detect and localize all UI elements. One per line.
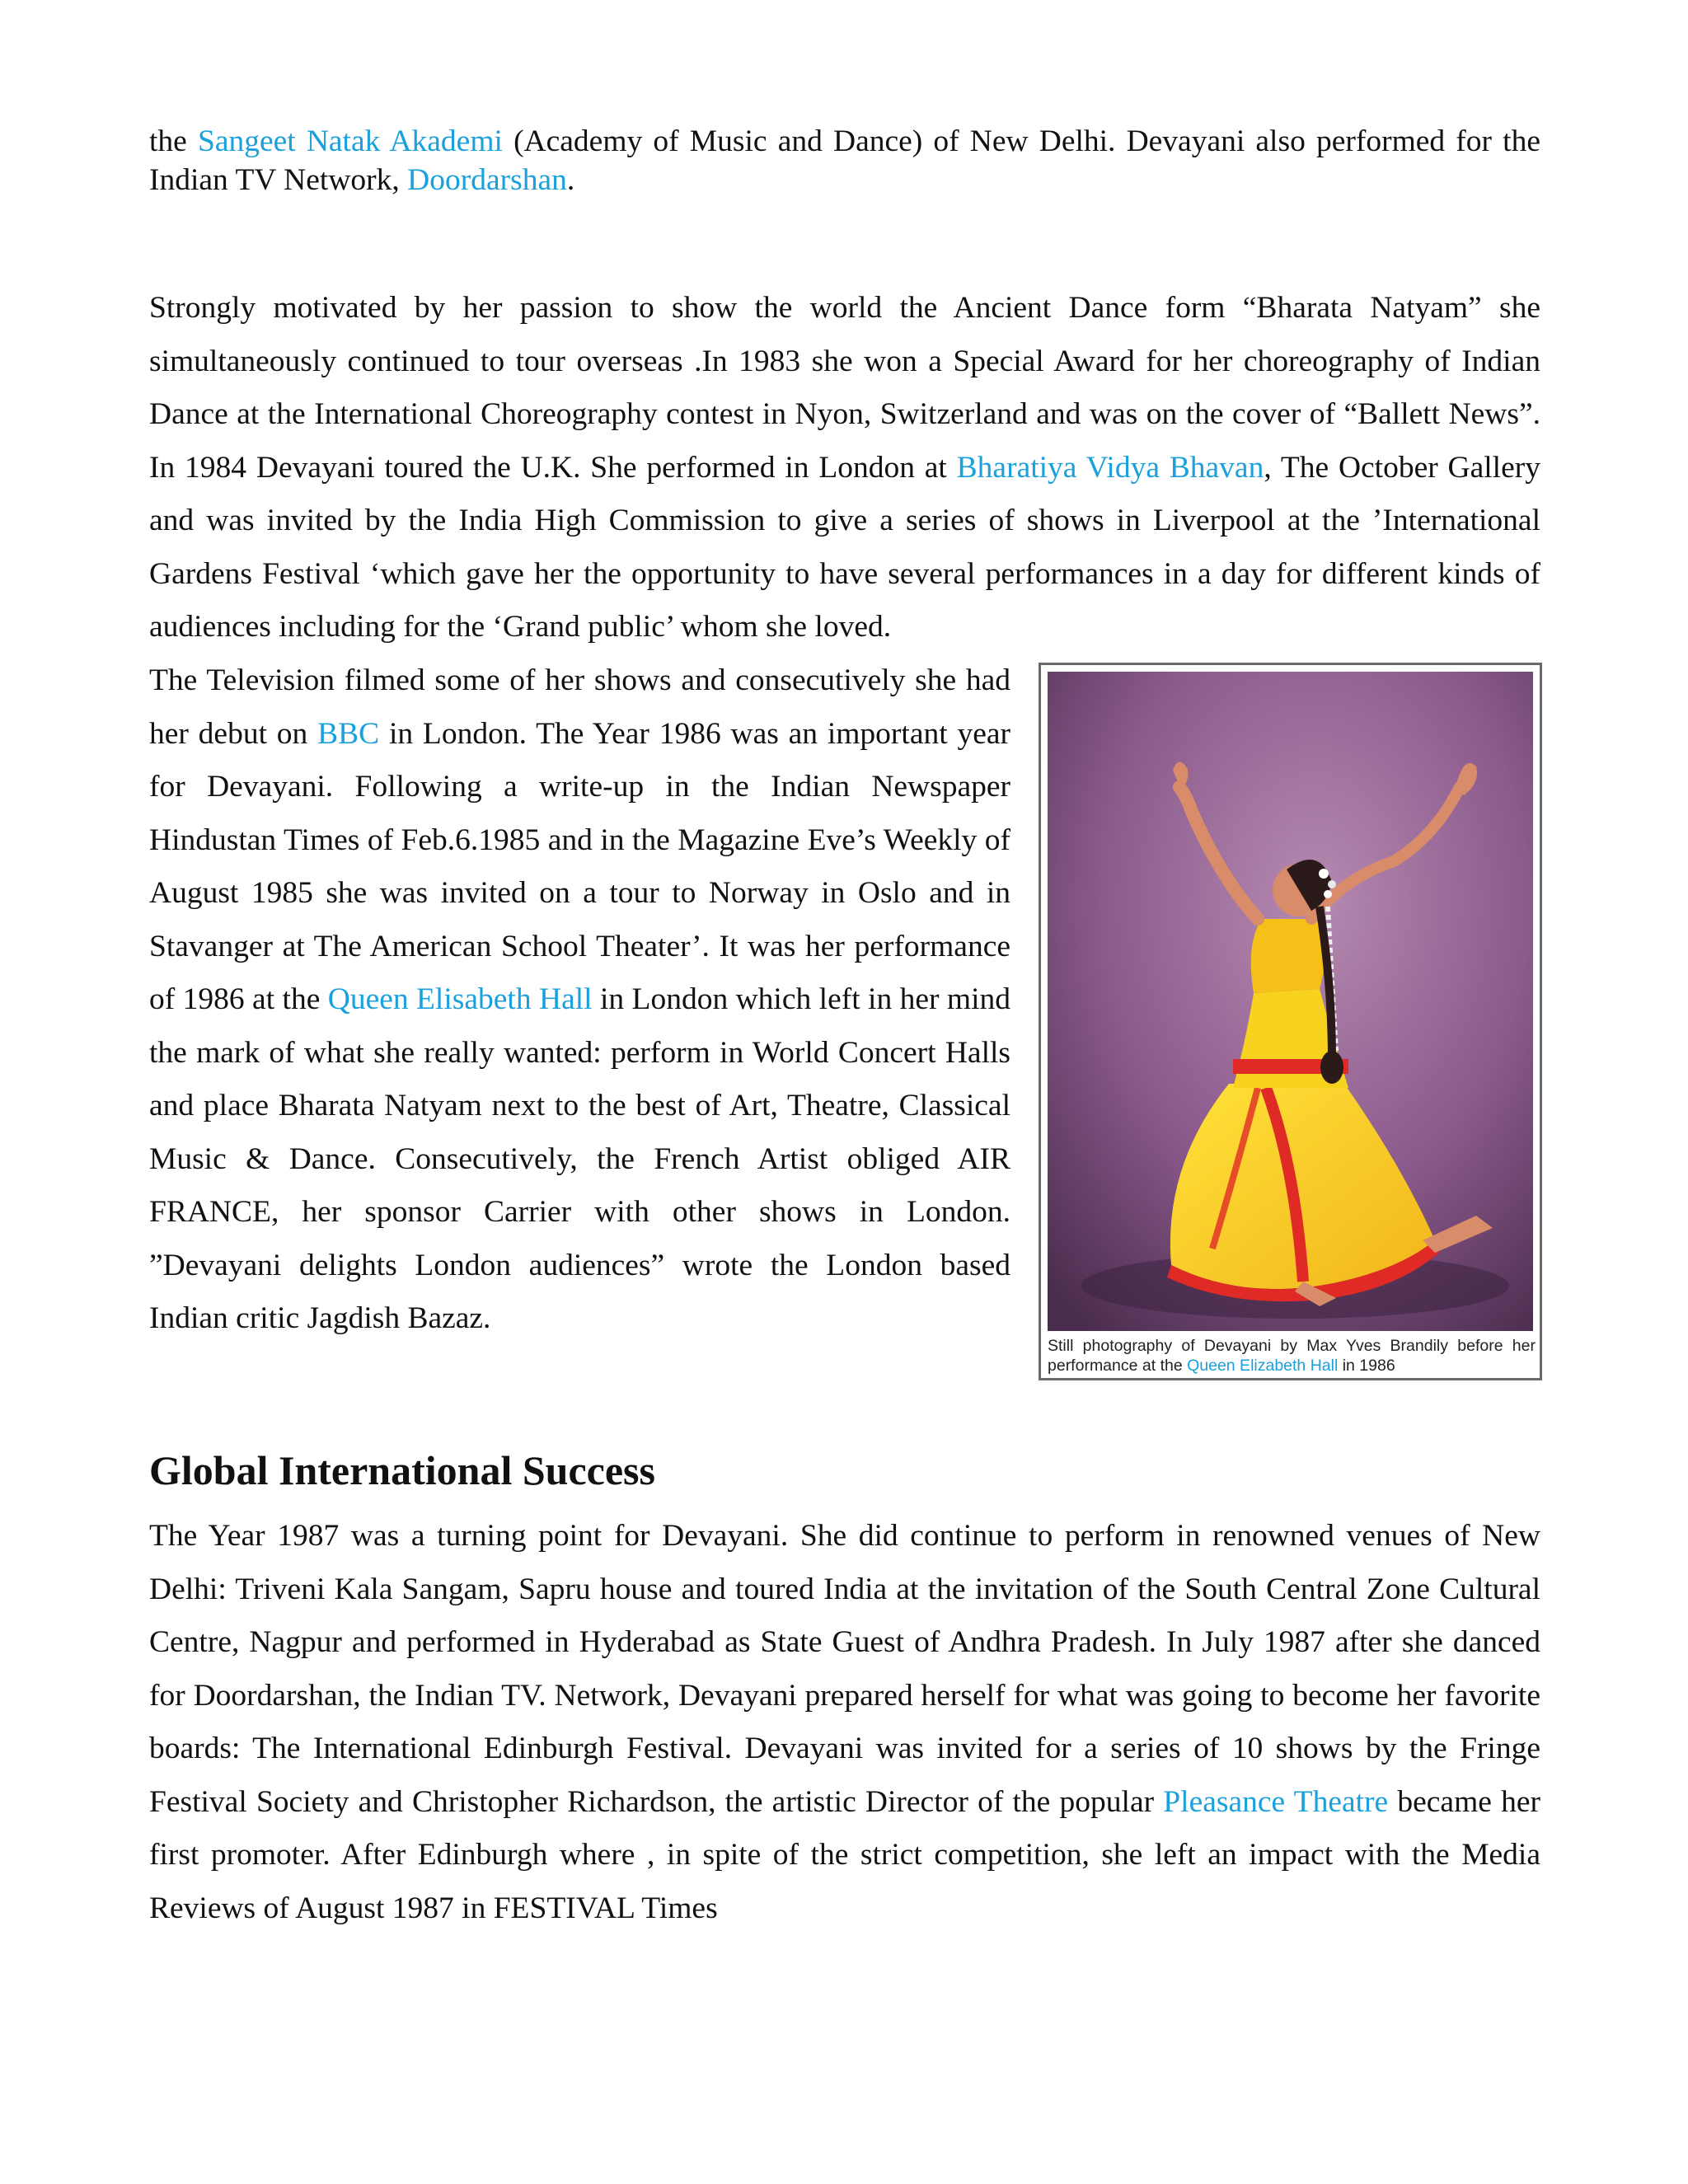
dancer-illustration bbox=[1048, 672, 1533, 1331]
link-queen-elizabeth-hall[interactable]: Queen Elizabeth Hall bbox=[1187, 1357, 1339, 1375]
paragraph-overseas-tours bbox=[149, 282, 1540, 654]
link-sangeet-natak-akademi[interactable]: Sangeet Natak Akademi bbox=[197, 124, 503, 158]
link-pleasance-theatre[interactable]: Pleasance Theatre bbox=[1163, 1784, 1389, 1819]
photo-caption bbox=[1048, 1336, 1536, 1376]
paragraph-1987 bbox=[149, 1510, 1540, 1935]
caption-text: Still photography of Devayani by Max Yves Brandily before her performance at the bbox=[1048, 1337, 1536, 1375]
text: , The October Gallery and was invited by the India High Commission to give a series of shows in Liverpool at the ’International Gardens Festival ‘which gave her the opportunity to have several performances in a day for different kinds of audiences including for the ‘Grand public’ whom she loved. bbox=[149, 450, 1540, 644]
caption-text: in 1986 bbox=[1338, 1357, 1395, 1375]
text: became her first promoter. After Edinburgh where , in spite of the strict competition, she left an impact with the Media Reviews of August 1987 in FESTIVAL Times bbox=[149, 1784, 1540, 1925]
text: The Year 1987 was a turning point for Devayani. She did continue to perform in renowned venues of New Delhi: Triveni Kala Sangam, Sapru house and toured India at the invitation of the South Central Zone Cultural Centre, Nagpur and performed in Hyderabad as State Guest of Andhra Pradesh. In July 1987 after she danced for Doordarshan, the Indian TV. Network, Devayani prepared herself for what was going to become her favorite boards: The International Edinburgh Festival. Devayani was invited for a series of 10 shows by the Fringe Festival Society and Christopher Richardson, the artistic Director of the popular bbox=[149, 1519, 1540, 1819]
text: The Television filmed some of her shows and consecutively she had her debut on bbox=[149, 663, 1010, 751]
text: . bbox=[566, 163, 575, 197]
text: the bbox=[149, 124, 198, 158]
dancer-photo bbox=[1048, 672, 1533, 1331]
text: (Academy of Music and Dance) of New Delhi. Devayani also performed for the Indian TV Network, bbox=[149, 124, 1540, 197]
section-heading: Global International Success bbox=[149, 1447, 655, 1493]
paragraph-intro bbox=[149, 122, 1540, 199]
link-bbc[interactable]: BBC bbox=[317, 716, 380, 751]
text: in London which left in her mind the mark of what she really wanted: perform in World Concert Halls and place Bharata Natyam next to the best of Art, Theatre, Classical Music & Dance. Consecutively, the French Artist obliged AIR FRANCE, her sponsor Carrier with other shows in London. ”Devayani delights London audiences” wrote the London based Indian critic Jagdish Bazaz. bbox=[149, 982, 1010, 1335]
text: in London. The Year 1986 was an important year for Devayani. Following a write-up in the Indian Newspaper Hindustan Times of Feb.6.1985 and in the Magazine Eve’s Weekly of August 1985 she was invited on a tour to Norway in Oslo and in Stavanger at The American School Theater’. It was her performance of 1986 at the bbox=[149, 716, 1010, 1016]
photo-figure bbox=[1039, 663, 1542, 1380]
text: Strongly motivated by her passion to show the world the Ancient Dance form “Bharata Natyam” she simultaneously continued to tour overseas .In 1983 she won a Special Award for her choreography of Indian Dance at the International Choreography contest in Nyon, Switzerland and was on the cover of “Ballett News”. In 1984 Devayani toured the U.K. She performed in London at bbox=[149, 291, 1540, 485]
link-bharatiya-vidya-bhavan[interactable]: Bharatiya Vidya Bhavan bbox=[956, 450, 1264, 485]
link-doordarshan[interactable]: Doordarshan bbox=[407, 163, 567, 197]
link-queen-elisabeth-hall[interactable]: Queen Elisabeth Hall bbox=[327, 982, 593, 1016]
paragraph-bbc-debut bbox=[149, 654, 1010, 1346]
